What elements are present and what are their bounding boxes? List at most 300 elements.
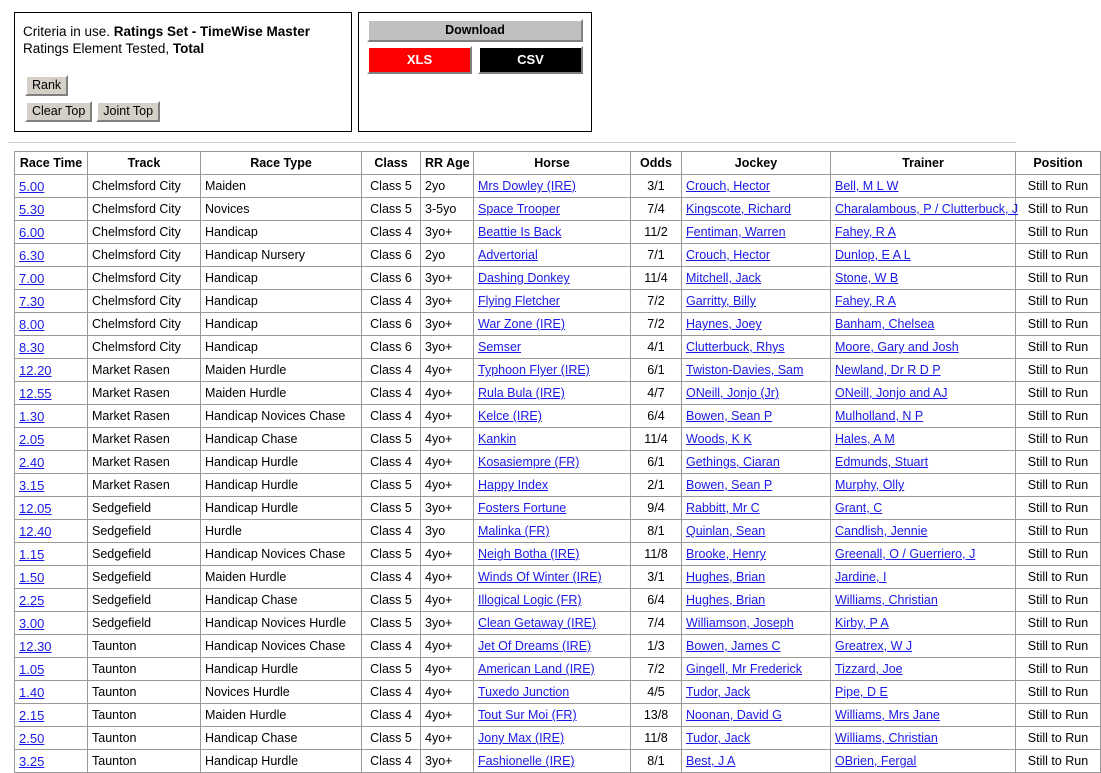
cell-rr-age: 3yo+ [421, 267, 474, 290]
table-row [15, 290, 1101, 313]
cell-jockey-link[interactable]: Crouch, Hector [686, 179, 771, 193]
cell-jockey[interactable] [682, 221, 831, 244]
cell-trainer[interactable] [831, 175, 1016, 198]
cell-jockey[interactable] [682, 612, 831, 635]
cell-jockey-link[interactable]: Mitchell, Jack [686, 271, 762, 285]
cell-jockey-link[interactable]: Gethings, Ciaran [686, 455, 780, 469]
cell-trainer-link[interactable]: Stone, W B [835, 271, 899, 285]
cell-jockey-link[interactable]: Noonan, David G [686, 708, 782, 722]
cell-trainer[interactable] [831, 221, 1016, 244]
cell-trainer-link[interactable]: Candlish, Jennie [835, 524, 928, 538]
cell-trainer-link[interactable]: Williams, Christian [835, 593, 938, 607]
cell-jockey-link[interactable]: Bowen, Sean P [686, 478, 773, 492]
cell-race-time[interactable] [15, 704, 88, 727]
cell-race-type: Handicap Hurdle [201, 474, 362, 497]
cell-race-time[interactable] [15, 336, 88, 359]
cell-jockey[interactable] [682, 405, 831, 428]
cell-track: Sedgefield [88, 566, 201, 589]
cell-trainer-link[interactable]: Charalambous, P / Clutterbuck, J [835, 202, 1019, 216]
cell-track: Chelmsford City [88, 221, 201, 244]
cell-rr-age: 3yo+ [421, 750, 474, 773]
cell-trainer[interactable] [831, 681, 1016, 704]
cell-horse[interactable] [474, 382, 631, 405]
cell-race-time-link[interactable]: 6.30 [19, 247, 45, 263]
cell-class: Class 4 [362, 451, 421, 474]
cell-jockey-link[interactable]: Tudor, Jack [686, 731, 751, 745]
cell-trainer[interactable] [831, 704, 1016, 727]
header-odds[interactable]: Odds [631, 152, 682, 175]
cell-track: Taunton [88, 658, 201, 681]
cell-trainer[interactable] [831, 359, 1016, 382]
cell-horse[interactable] [474, 474, 631, 497]
cell-jockey-link[interactable]: Haynes, Joey [686, 317, 762, 331]
cell-trainer[interactable] [831, 313, 1016, 336]
cell-track: Taunton [88, 704, 201, 727]
cell-horse[interactable] [474, 267, 631, 290]
cell-position: Still to Run [1016, 520, 1101, 543]
cell-horse-link[interactable]: Rula Bula (IRE) [478, 386, 565, 400]
results-table-head [15, 152, 1101, 175]
cell-horse[interactable] [474, 566, 631, 589]
cell-race-time-link[interactable]: 2.25 [19, 592, 45, 608]
cell-trainer[interactable] [831, 566, 1016, 589]
cell-race-type: Maiden Hurdle [201, 566, 362, 589]
cell-jockey[interactable] [682, 359, 831, 382]
cell-race-time-link[interactable]: 5.00 [19, 178, 45, 194]
cell-horse-link[interactable]: Mrs Dowley (IRE) [478, 179, 576, 193]
header-horse[interactable]: Horse [474, 152, 631, 175]
cell-trainer[interactable] [831, 658, 1016, 681]
cell-horse-link[interactable]: Kankin [478, 432, 517, 446]
cell-race-time[interactable] [15, 635, 88, 658]
cell-trainer-link[interactable]: Greatrex, W J [835, 639, 913, 653]
cell-trainer[interactable] [831, 405, 1016, 428]
cell-race-time[interactable] [15, 612, 88, 635]
cell-trainer-link[interactable]: Williams, Christian [835, 731, 938, 745]
cell-jockey-link[interactable]: Garritty, Billy [686, 294, 756, 308]
cell-jockey-link[interactable]: Best, J A [686, 754, 736, 768]
cell-trainer-link[interactable]: Pipe, D E [835, 685, 888, 699]
cell-rr-age: 3yo+ [421, 612, 474, 635]
cell-trainer[interactable] [831, 612, 1016, 635]
cell-race-type: Handicap Hurdle [201, 658, 362, 681]
table-row [15, 635, 1101, 658]
cell-horse-link[interactable]: Dashing Donkey [478, 271, 570, 285]
cell-horse[interactable] [474, 428, 631, 451]
cell-horse[interactable] [474, 405, 631, 428]
cell-jockey-link[interactable]: Williamson, Joseph [686, 616, 794, 630]
cell-odds: 3/1 [631, 175, 682, 198]
cell-race-time-link[interactable]: 2.50 [19, 730, 45, 746]
cell-race-time[interactable] [15, 451, 88, 474]
cell-class: Class 4 [362, 221, 421, 244]
cell-horse[interactable] [474, 221, 631, 244]
cell-jockey[interactable] [682, 727, 831, 750]
cell-race-time[interactable] [15, 497, 88, 520]
cell-race-time[interactable] [15, 658, 88, 681]
cell-jockey-link[interactable]: Hughes, Brian [686, 593, 766, 607]
cell-class: Class 5 [362, 589, 421, 612]
rank-button[interactable]: Rank [25, 75, 68, 96]
cell-race-type: Handicap Novices Chase [201, 635, 362, 658]
cell-jockey[interactable] [682, 474, 831, 497]
header-race-time[interactable]: Race Time [15, 152, 88, 175]
cell-jockey[interactable] [682, 175, 831, 198]
cell-race-time-link[interactable]: 6.00 [19, 224, 45, 240]
cell-race-time-link[interactable]: 12.05 [19, 500, 52, 516]
cell-horse-link[interactable]: American Land (IRE) [478, 662, 595, 676]
cell-jockey[interactable] [682, 290, 831, 313]
cell-horse[interactable] [474, 175, 631, 198]
cell-race-time-link[interactable]: 8.00 [19, 316, 45, 332]
cell-horse-link[interactable]: Fosters Fortune [478, 501, 567, 515]
table-row [15, 451, 1101, 474]
cell-trainer[interactable] [831, 520, 1016, 543]
cell-odds: 11/8 [631, 727, 682, 750]
cell-jockey[interactable] [682, 635, 831, 658]
cell-race-type: Handicap [201, 290, 362, 313]
table-row [15, 520, 1101, 543]
cell-jockey-link[interactable]: Gingell, Mr Frederick [686, 662, 802, 676]
cell-horse-link[interactable]: Fashionelle (IRE) [478, 754, 575, 768]
cell-race-type: Novices Hurdle [201, 681, 362, 704]
joint-top-button[interactable]: Joint Top [96, 101, 160, 122]
cell-race-time[interactable] [15, 359, 88, 382]
cell-race-time-link[interactable]: 12.55 [19, 385, 52, 401]
cell-class: Class 4 [362, 405, 421, 428]
table-row [15, 175, 1101, 198]
cell-horse[interactable] [474, 658, 631, 681]
cell-race-time[interactable] [15, 543, 88, 566]
cell-trainer[interactable] [831, 198, 1019, 221]
cell-class: Class 5 [362, 727, 421, 750]
cell-track: Market Rasen [88, 451, 201, 474]
cell-horse[interactable] [474, 313, 631, 336]
cell-jockey-link[interactable]: Twiston-Davies, Sam [686, 363, 804, 377]
cell-odds: 4/5 [631, 681, 682, 704]
cell-track: Taunton [88, 635, 201, 658]
header-race-type[interactable]: Race Type [201, 152, 362, 175]
cell-jockey-link[interactable]: Rabbitt, Mr C [686, 501, 760, 515]
cell-trainer-link[interactable]: Moore, Gary and Josh [835, 340, 959, 354]
cell-position: Still to Run [1016, 566, 1101, 589]
cell-race-time[interactable] [15, 198, 88, 221]
cell-track: Taunton [88, 750, 201, 773]
cell-jockey[interactable] [682, 198, 831, 221]
cell-trainer-link[interactable]: Fahey, R A [835, 294, 896, 308]
cell-horse[interactable] [474, 451, 631, 474]
cell-horse[interactable] [474, 589, 631, 612]
cell-trainer-link[interactable]: Grant, C [835, 501, 883, 515]
cell-odds: 11/4 [631, 428, 682, 451]
cell-race-time[interactable] [15, 520, 88, 543]
cell-trainer[interactable] [831, 267, 1016, 290]
cell-horse-link[interactable]: Space Trooper [478, 202, 560, 216]
cell-jockey[interactable] [682, 451, 831, 474]
cell-jockey[interactable] [682, 681, 831, 704]
cell-class: Class 6 [362, 244, 421, 267]
cell-race-time-link[interactable]: 5.30 [19, 201, 45, 217]
cell-race-time-link[interactable]: 12.40 [19, 523, 52, 539]
cell-horse-link[interactable]: Illogical Logic (FR) [478, 593, 582, 607]
header-rr-age[interactable]: RR Age [421, 152, 474, 175]
cell-trainer-link[interactable]: Tizzard, Joe [835, 662, 903, 676]
cell-race-time[interactable] [15, 290, 88, 313]
cell-trainer-link[interactable]: Kirby, P A [835, 616, 889, 630]
cell-horse[interactable] [474, 635, 631, 658]
table-row [15, 497, 1101, 520]
header-jockey[interactable]: Jockey [682, 152, 831, 175]
cell-horse-link[interactable]: Jony Max (IRE) [478, 731, 565, 745]
cell-jockey[interactable] [682, 244, 831, 267]
cell-trainer-link[interactable]: Bell, M L W [835, 179, 899, 193]
cell-jockey[interactable] [682, 382, 831, 405]
cell-jockey-link[interactable]: Crouch, Hector [686, 248, 771, 262]
cell-position: Still to Run [1016, 451, 1101, 474]
table-row [15, 727, 1101, 750]
cell-position: Still to Run [1016, 704, 1101, 727]
cell-trainer-link[interactable]: Banham, Chelsea [835, 317, 935, 331]
cell-trainer-link[interactable]: Mulholland, N P [835, 409, 924, 423]
cell-horse-link[interactable]: Beattie Is Back [478, 225, 562, 239]
table-row [15, 704, 1101, 727]
cell-race-time-link[interactable]: 3.15 [19, 477, 45, 493]
cell-trainer[interactable] [831, 750, 1016, 773]
cell-horse-link[interactable]: Jet Of Dreams (IRE) [478, 639, 592, 653]
cell-trainer[interactable] [831, 727, 1016, 750]
cell-horse[interactable] [474, 198, 631, 221]
cell-class: Class 5 [362, 543, 421, 566]
cell-jockey[interactable] [682, 658, 831, 681]
cell-rr-age: 2yo [421, 175, 474, 198]
cell-trainer[interactable] [831, 428, 1016, 451]
cell-rr-age: 4yo+ [421, 428, 474, 451]
cell-horse-link[interactable]: Neigh Botha (IRE) [478, 547, 580, 561]
cell-rr-age: 4yo+ [421, 359, 474, 382]
cell-trainer-link[interactable]: Murphy, Olly [835, 478, 905, 492]
cell-trainer-link[interactable]: ONeill, Jonjo and AJ [835, 386, 948, 400]
cell-race-type: Handicap Hurdle [201, 750, 362, 773]
cell-trainer[interactable] [831, 244, 1016, 267]
cell-race-time[interactable] [15, 589, 88, 612]
cell-trainer-link[interactable]: Greenall, O / Guerriero, J [835, 547, 976, 561]
cell-race-time-link[interactable]: 7.00 [19, 270, 45, 286]
cell-race-time-link[interactable]: 1.30 [19, 408, 45, 424]
cell-position: Still to Run [1016, 221, 1101, 244]
cell-position: Still to Run [1016, 497, 1101, 520]
cell-trainer-link[interactable]: Edmunds, Stuart [835, 455, 929, 469]
cell-horse[interactable] [474, 681, 631, 704]
cell-horse[interactable] [474, 290, 631, 313]
cell-trainer[interactable] [831, 382, 1016, 405]
cell-trainer-link[interactable]: Jardine, I [835, 570, 887, 584]
table-row [15, 336, 1101, 359]
cell-jockey[interactable] [682, 704, 831, 727]
header-class[interactable]: Class [362, 152, 421, 175]
table-row [15, 474, 1101, 497]
cell-rr-age: 4yo+ [421, 543, 474, 566]
cell-odds: 11/4 [631, 267, 682, 290]
cell-race-time[interactable] [15, 727, 88, 750]
cell-jockey[interactable] [682, 267, 831, 290]
header-trainer[interactable]: Trainer [831, 152, 1016, 175]
cell-horse-link[interactable]: Flying Fletcher [478, 294, 560, 308]
cell-horse[interactable] [474, 727, 631, 750]
cell-jockey-link[interactable]: Kingscote, Richard [686, 202, 791, 216]
cell-horse[interactable] [474, 359, 631, 382]
cell-jockey[interactable] [682, 336, 831, 359]
cell-jockey[interactable] [682, 520, 831, 543]
cell-race-type: Novices [201, 198, 362, 221]
cell-horse-link[interactable]: Advertorial [478, 248, 538, 262]
cell-race-type: Handicap [201, 336, 362, 359]
cell-trainer[interactable] [831, 497, 1016, 520]
cell-trainer[interactable] [831, 474, 1016, 497]
cell-horse[interactable] [474, 497, 631, 520]
cell-jockey-link[interactable]: Quinlan, Sean [686, 524, 766, 538]
cell-trainer-link[interactable]: Williams, Mrs Jane [835, 708, 940, 722]
cell-position: Still to Run [1016, 313, 1101, 336]
cell-track: Chelmsford City [88, 175, 201, 198]
cell-horse-link[interactable]: Clean Getaway (IRE) [478, 616, 597, 630]
cell-trainer[interactable] [831, 635, 1016, 658]
cell-horse-link[interactable]: War Zone (IRE) [478, 317, 566, 331]
cell-race-time-link[interactable]: 1.15 [19, 546, 45, 562]
cell-race-time[interactable] [15, 566, 88, 589]
cell-jockey[interactable] [682, 543, 831, 566]
header-position[interactable]: Position [1016, 152, 1101, 175]
cell-trainer[interactable] [831, 543, 1016, 566]
cell-race-time-link[interactable]: 7.30 [19, 293, 45, 309]
cell-rr-age: 4yo+ [421, 727, 474, 750]
cell-jockey-link[interactable]: Brooke, Henry [686, 547, 766, 561]
cell-race-time[interactable] [15, 313, 88, 336]
cell-horse-link[interactable]: Tout Sur Moi (FR) [478, 708, 577, 722]
cell-race-time[interactable] [15, 382, 88, 405]
cell-track: Sedgefield [88, 497, 201, 520]
cell-trainer-link[interactable]: Dunlop, E A L [835, 248, 911, 262]
cell-jockey[interactable] [682, 589, 831, 612]
cell-race-time[interactable] [15, 750, 88, 773]
cell-race-time-link[interactable]: 3.25 [19, 753, 45, 769]
cell-trainer-link[interactable]: OBrien, Fergal [835, 754, 917, 768]
cell-jockey-link[interactable]: Bowen, James C [686, 639, 781, 653]
cell-class: Class 4 [362, 635, 421, 658]
cell-jockey-link[interactable]: Tudor, Jack [686, 685, 751, 699]
cell-horse-link[interactable]: Happy Index [478, 478, 549, 492]
cell-jockey-link[interactable]: Woods, K K [686, 432, 752, 446]
cell-jockey-link[interactable]: Bowen, Sean P [686, 409, 773, 423]
cell-jockey[interactable] [682, 428, 831, 451]
cell-jockey[interactable] [682, 566, 831, 589]
clear-top-button[interactable]: Clear Top [25, 101, 92, 122]
cell-horse-link[interactable]: Kosasiempre (FR) [478, 455, 580, 469]
cell-race-time-link[interactable]: 2.40 [19, 454, 45, 470]
cell-trainer-link[interactable]: Hales, A M [835, 432, 895, 446]
cell-race-time-link[interactable]: 8.30 [19, 339, 45, 355]
cell-race-time-link[interactable]: 1.05 [19, 661, 45, 677]
cell-horse[interactable] [474, 750, 631, 773]
cell-trainer[interactable] [831, 336, 1016, 359]
table-row [15, 359, 1101, 382]
cell-rr-age: 4yo+ [421, 566, 474, 589]
cell-horse-link[interactable]: Typhoon Flyer (IRE) [478, 363, 590, 377]
cell-horse[interactable] [474, 244, 631, 267]
cell-horse-link[interactable]: Semser [478, 340, 522, 354]
cell-trainer[interactable] [831, 290, 1016, 313]
cell-race-time[interactable] [15, 474, 88, 497]
cell-class: Class 5 [362, 612, 421, 635]
cell-class: Class 6 [362, 336, 421, 359]
table-row [15, 681, 1101, 704]
cell-odds: 4/7 [631, 382, 682, 405]
cell-horse[interactable] [474, 543, 631, 566]
cell-horse-link[interactable]: Kelce (IRE) [478, 409, 542, 423]
cell-trainer[interactable] [831, 451, 1016, 474]
cell-class: Class 5 [362, 658, 421, 681]
cell-horse-link[interactable]: Winds Of Winter (IRE) [478, 570, 602, 584]
download-csv-button[interactable]: CSV [478, 46, 583, 74]
cell-trainer-link[interactable]: Newland, Dr R D P [835, 363, 941, 377]
cell-horse-link[interactable]: Tuxedo Junction [478, 685, 570, 699]
cell-race-time-link[interactable]: 3.00 [19, 615, 45, 631]
cell-horse[interactable] [474, 336, 631, 359]
cell-race-time[interactable] [15, 244, 88, 267]
cell-race-time-link[interactable]: 1.50 [19, 569, 45, 585]
cell-jockey[interactable] [682, 497, 831, 520]
cell-position: Still to Run [1016, 589, 1101, 612]
cell-position: Still to Run [1016, 405, 1101, 428]
cell-rr-age: 3yo+ [421, 221, 474, 244]
cell-trainer-link[interactable]: Fahey, R A [835, 225, 896, 239]
cell-race-time[interactable] [15, 175, 88, 198]
cell-jockey-link[interactable]: ONeill, Jonjo (Jr) [686, 386, 780, 400]
cell-jockey-link[interactable]: Clutterbuck, Rhys [686, 340, 785, 354]
cell-horse-link[interactable]: Malinka (FR) [478, 524, 550, 538]
cell-rr-age: 2yo [421, 244, 474, 267]
cell-position: Still to Run [1016, 175, 1101, 198]
rank-row [25, 75, 68, 96]
cell-position: Still to Run [1016, 750, 1101, 773]
cell-race-time[interactable] [15, 405, 88, 428]
cell-trainer[interactable] [831, 589, 1016, 612]
cell-horse[interactable] [474, 704, 631, 727]
cell-jockey[interactable] [682, 750, 831, 773]
cell-race-time-link[interactable]: 1.40 [19, 684, 45, 700]
cell-race-time-link[interactable]: 12.30 [19, 638, 52, 654]
cell-horse[interactable] [474, 520, 631, 543]
criteria-line1-value: Ratings Set - TimeWise Master [113, 24, 310, 39]
cell-rr-age: 3-5yo [421, 198, 474, 221]
cell-race-time-link[interactable]: 2.05 [19, 431, 45, 447]
cell-track: Sedgefield [88, 612, 201, 635]
cell-horse[interactable] [474, 612, 631, 635]
cell-race-time[interactable] [15, 267, 88, 290]
download-xls-button[interactable]: XLS [367, 46, 472, 74]
cell-race-time-link[interactable]: 2.15 [19, 707, 45, 723]
cell-odds: 1/3 [631, 635, 682, 658]
cell-jockey-link[interactable]: Hughes, Brian [686, 570, 766, 584]
cell-race-type: Handicap [201, 313, 362, 336]
cell-race-time[interactable] [15, 428, 88, 451]
header-track[interactable]: Track [88, 152, 201, 175]
cell-race-time[interactable] [15, 681, 88, 704]
cell-jockey-link[interactable]: Fentiman, Warren [686, 225, 786, 239]
cell-race-time[interactable] [15, 221, 88, 244]
cell-race-time-link[interactable]: 12.20 [19, 362, 52, 378]
cell-jockey[interactable] [682, 313, 831, 336]
cell-class: Class 4 [362, 704, 421, 727]
